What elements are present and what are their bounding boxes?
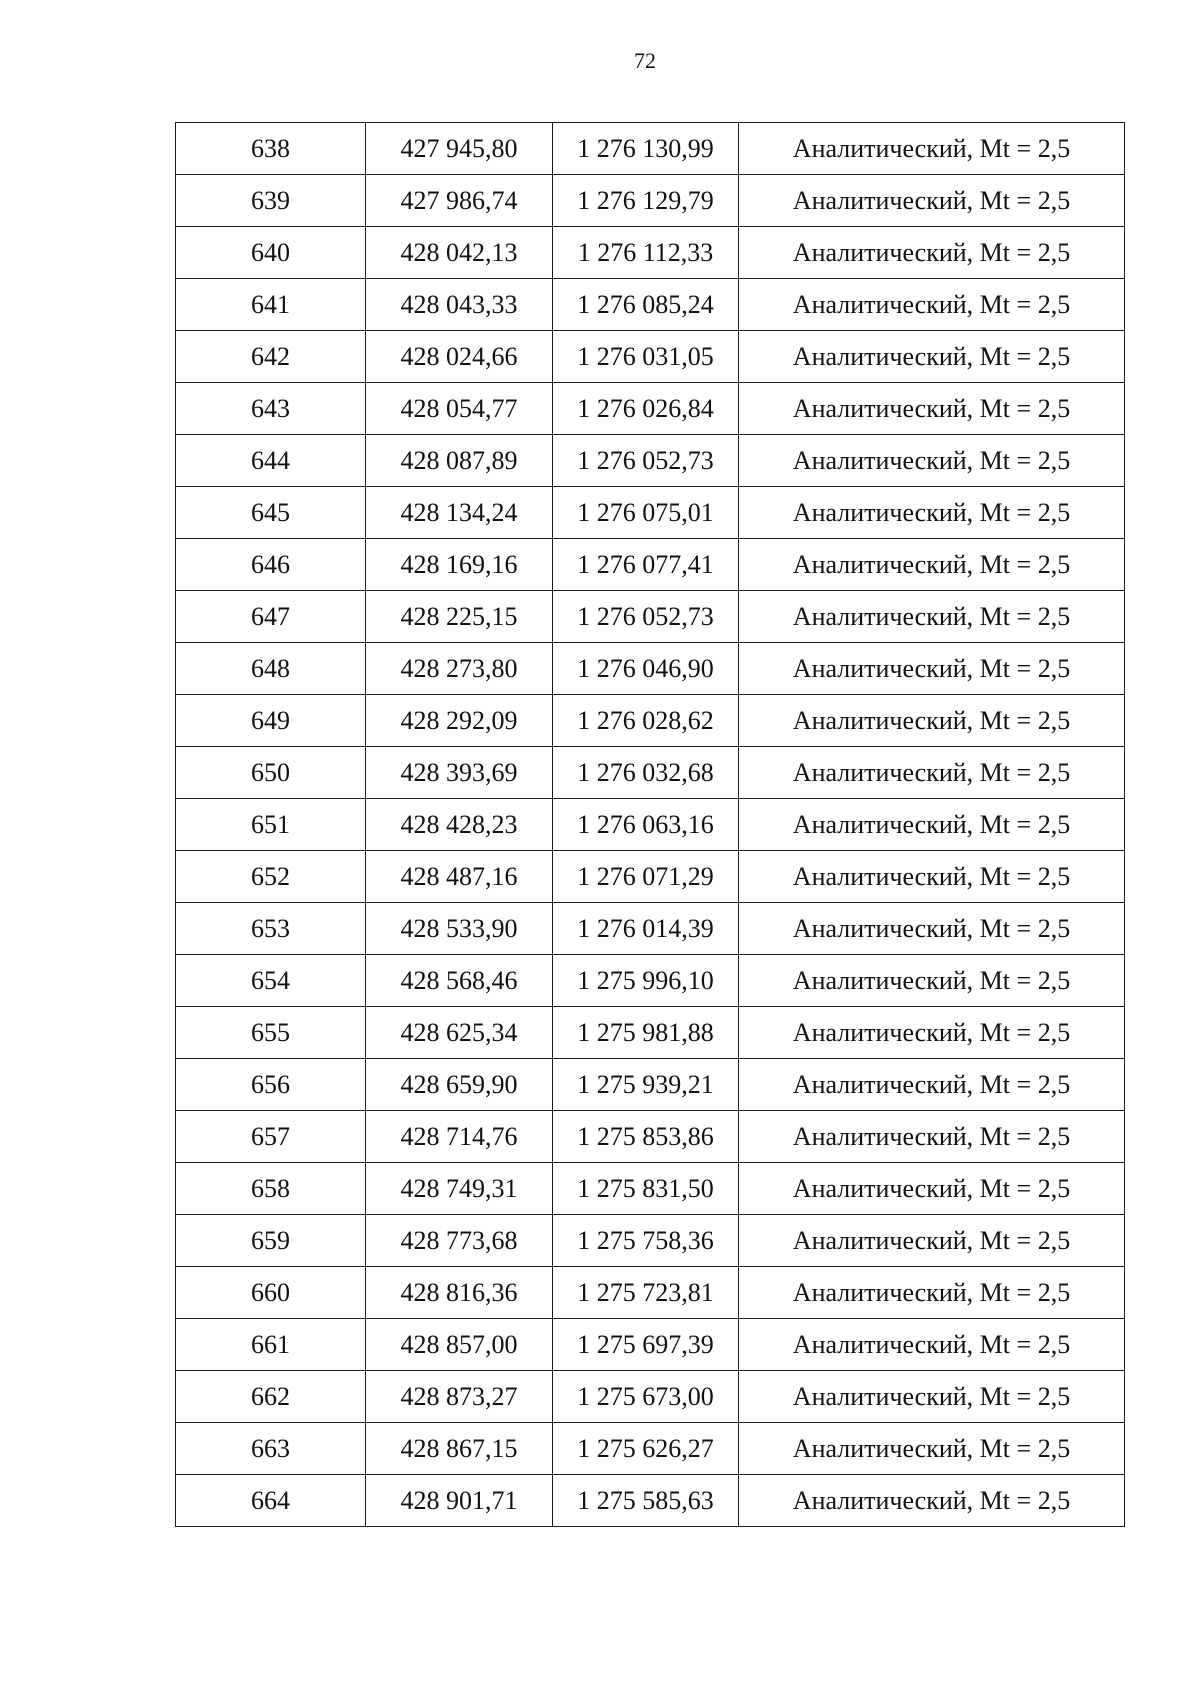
- point-number-cell: 645: [176, 487, 366, 539]
- point-number-cell: 652: [176, 851, 366, 903]
- table-row: [176, 695, 1125, 747]
- y-coordinate-cell: 1 275 697,39: [553, 1319, 739, 1371]
- table-row: [176, 955, 1125, 1007]
- x-coordinate-cell: 428 816,36: [366, 1267, 553, 1319]
- method-cell: Аналитический, Mt = 2,5: [739, 1111, 1125, 1163]
- point-number-cell: 658: [176, 1163, 366, 1215]
- point-number-cell: 649: [176, 695, 366, 747]
- table-row: [176, 1059, 1125, 1111]
- point-number-cell: 663: [176, 1423, 366, 1475]
- table-row: [176, 331, 1125, 383]
- method-cell: Аналитический, Mt = 2,5: [739, 955, 1125, 1007]
- x-coordinate-cell: 428 625,34: [366, 1007, 553, 1059]
- y-coordinate-cell: 1 276 077,41: [553, 539, 739, 591]
- method-cell: Аналитический, Mt = 2,5: [739, 383, 1125, 435]
- method-cell: Аналитический, Mt = 2,5: [739, 539, 1125, 591]
- method-cell: Аналитический, Mt = 2,5: [739, 695, 1125, 747]
- method-cell: Аналитический, Mt = 2,5: [739, 175, 1125, 227]
- table-row: [176, 643, 1125, 695]
- method-cell: Аналитический, Mt = 2,5: [739, 903, 1125, 955]
- x-coordinate-cell: 428 273,80: [366, 643, 553, 695]
- point-number-cell: 648: [176, 643, 366, 695]
- point-number-cell: 650: [176, 747, 366, 799]
- table-row: [176, 747, 1125, 799]
- x-coordinate-cell: 428 773,68: [366, 1215, 553, 1267]
- page-number: 72: [634, 48, 656, 73]
- point-number-cell: 659: [176, 1215, 366, 1267]
- y-coordinate-cell: 1 276 075,01: [553, 487, 739, 539]
- y-coordinate-cell: 1 275 831,50: [553, 1163, 739, 1215]
- x-coordinate-cell: 428 169,16: [366, 539, 553, 591]
- point-number-cell: 653: [176, 903, 366, 955]
- y-coordinate-cell: 1 276 052,73: [553, 591, 739, 643]
- method-cell: Аналитический, Mt = 2,5: [739, 1059, 1125, 1111]
- x-coordinate-cell: 428 087,89: [366, 435, 553, 487]
- x-coordinate-cell: 428 024,66: [366, 331, 553, 383]
- table-row: [176, 123, 1125, 175]
- method-cell: Аналитический, Mt = 2,5: [739, 747, 1125, 799]
- method-cell: Аналитический, Mt = 2,5: [739, 487, 1125, 539]
- table-row: [176, 799, 1125, 851]
- y-coordinate-cell: 1 276 032,68: [553, 747, 739, 799]
- table-row: [176, 1215, 1125, 1267]
- point-number-cell: 640: [176, 227, 366, 279]
- x-coordinate-cell: 428 054,77: [366, 383, 553, 435]
- table-row: [176, 1475, 1125, 1527]
- y-coordinate-cell: 1 276 071,29: [553, 851, 739, 903]
- method-cell: Аналитический, Mt = 2,5: [739, 851, 1125, 903]
- method-cell: Аналитический, Mt = 2,5: [739, 1319, 1125, 1371]
- x-coordinate-cell: 428 659,90: [366, 1059, 553, 1111]
- y-coordinate-cell: 1 276 014,39: [553, 903, 739, 955]
- table-row: [176, 1319, 1125, 1371]
- point-number-cell: 657: [176, 1111, 366, 1163]
- method-cell: Аналитический, Mt = 2,5: [739, 1423, 1125, 1475]
- table-row: [176, 539, 1125, 591]
- y-coordinate-cell: 1 276 052,73: [553, 435, 739, 487]
- x-coordinate-cell: 428 292,09: [366, 695, 553, 747]
- table-row: [176, 591, 1125, 643]
- method-cell: Аналитический, Mt = 2,5: [739, 227, 1125, 279]
- x-coordinate-cell: 428 393,69: [366, 747, 553, 799]
- point-number-cell: 638: [176, 123, 366, 175]
- y-coordinate-cell: 1 275 585,63: [553, 1475, 739, 1527]
- point-number-cell: 647: [176, 591, 366, 643]
- method-cell: Аналитический, Mt = 2,5: [739, 1215, 1125, 1267]
- method-cell: Аналитический, Mt = 2,5: [739, 279, 1125, 331]
- table-row: [176, 279, 1125, 331]
- y-coordinate-cell: 1 275 939,21: [553, 1059, 739, 1111]
- y-coordinate-cell: 1 275 758,36: [553, 1215, 739, 1267]
- table-row: [176, 1163, 1125, 1215]
- y-coordinate-cell: 1 276 026,84: [553, 383, 739, 435]
- y-coordinate-cell: 1 276 130,99: [553, 123, 739, 175]
- table-row: [176, 1371, 1125, 1423]
- x-coordinate-cell: 428 533,90: [366, 903, 553, 955]
- method-cell: Аналитический, Mt = 2,5: [739, 123, 1125, 175]
- x-coordinate-cell: 428 568,46: [366, 955, 553, 1007]
- point-number-cell: 660: [176, 1267, 366, 1319]
- y-coordinate-cell: 1 276 129,79: [553, 175, 739, 227]
- x-coordinate-cell: 428 714,76: [366, 1111, 553, 1163]
- x-coordinate-cell: 428 134,24: [366, 487, 553, 539]
- method-cell: Аналитический, Mt = 2,5: [739, 1475, 1125, 1527]
- point-number-cell: 661: [176, 1319, 366, 1371]
- table-row: [176, 227, 1125, 279]
- y-coordinate-cell: 1 276 063,16: [553, 799, 739, 851]
- x-coordinate-cell: 428 487,16: [366, 851, 553, 903]
- table-row: [176, 435, 1125, 487]
- table-row: [176, 1111, 1125, 1163]
- point-number-cell: 655: [176, 1007, 366, 1059]
- method-cell: Аналитический, Mt = 2,5: [739, 591, 1125, 643]
- x-coordinate-cell: 428 857,00: [366, 1319, 553, 1371]
- coordinates-table: [175, 122, 1125, 1527]
- table-row: [176, 1423, 1125, 1475]
- method-cell: Аналитический, Mt = 2,5: [739, 799, 1125, 851]
- table-row: [176, 1267, 1125, 1319]
- method-cell: Аналитический, Mt = 2,5: [739, 435, 1125, 487]
- table-body: [176, 123, 1125, 1527]
- table-row: [176, 175, 1125, 227]
- point-number-cell: 656: [176, 1059, 366, 1111]
- table-row: [176, 903, 1125, 955]
- y-coordinate-cell: 1 275 996,10: [553, 955, 739, 1007]
- x-coordinate-cell: 427 986,74: [366, 175, 553, 227]
- x-coordinate-cell: 427 945,80: [366, 123, 553, 175]
- point-number-cell: 662: [176, 1371, 366, 1423]
- point-number-cell: 642: [176, 331, 366, 383]
- x-coordinate-cell: 428 043,33: [366, 279, 553, 331]
- point-number-cell: 643: [176, 383, 366, 435]
- table-row: [176, 1007, 1125, 1059]
- x-coordinate-cell: 428 042,13: [366, 227, 553, 279]
- y-coordinate-cell: 1 276 046,90: [553, 643, 739, 695]
- x-coordinate-cell: 428 749,31: [366, 1163, 553, 1215]
- method-cell: Аналитический, Mt = 2,5: [739, 1371, 1125, 1423]
- y-coordinate-cell: 1 275 626,27: [553, 1423, 739, 1475]
- y-coordinate-cell: 1 276 112,33: [553, 227, 739, 279]
- y-coordinate-cell: 1 276 085,24: [553, 279, 739, 331]
- point-number-cell: 641: [176, 279, 366, 331]
- table-row: [176, 383, 1125, 435]
- y-coordinate-cell: 1 275 723,81: [553, 1267, 739, 1319]
- x-coordinate-cell: 428 428,23: [366, 799, 553, 851]
- y-coordinate-cell: 1 275 673,00: [553, 1371, 739, 1423]
- point-number-cell: 664: [176, 1475, 366, 1527]
- table-row: [176, 851, 1125, 903]
- point-number-cell: 639: [176, 175, 366, 227]
- table-row: [176, 487, 1125, 539]
- method-cell: Аналитический, Mt = 2,5: [739, 1163, 1125, 1215]
- method-cell: Аналитический, Mt = 2,5: [739, 331, 1125, 383]
- method-cell: Аналитический, Mt = 2,5: [739, 643, 1125, 695]
- x-coordinate-cell: 428 901,71: [366, 1475, 553, 1527]
- point-number-cell: 654: [176, 955, 366, 1007]
- y-coordinate-cell: 1 275 981,88: [553, 1007, 739, 1059]
- y-coordinate-cell: 1 276 031,05: [553, 331, 739, 383]
- x-coordinate-cell: 428 873,27: [366, 1371, 553, 1423]
- method-cell: Аналитический, Mt = 2,5: [739, 1267, 1125, 1319]
- y-coordinate-cell: 1 276 028,62: [553, 695, 739, 747]
- point-number-cell: 646: [176, 539, 366, 591]
- y-coordinate-cell: 1 275 853,86: [553, 1111, 739, 1163]
- point-number-cell: 651: [176, 799, 366, 851]
- point-number-cell: 644: [176, 435, 366, 487]
- x-coordinate-cell: 428 225,15: [366, 591, 553, 643]
- x-coordinate-cell: 428 867,15: [366, 1423, 553, 1475]
- method-cell: Аналитический, Mt = 2,5: [739, 1007, 1125, 1059]
